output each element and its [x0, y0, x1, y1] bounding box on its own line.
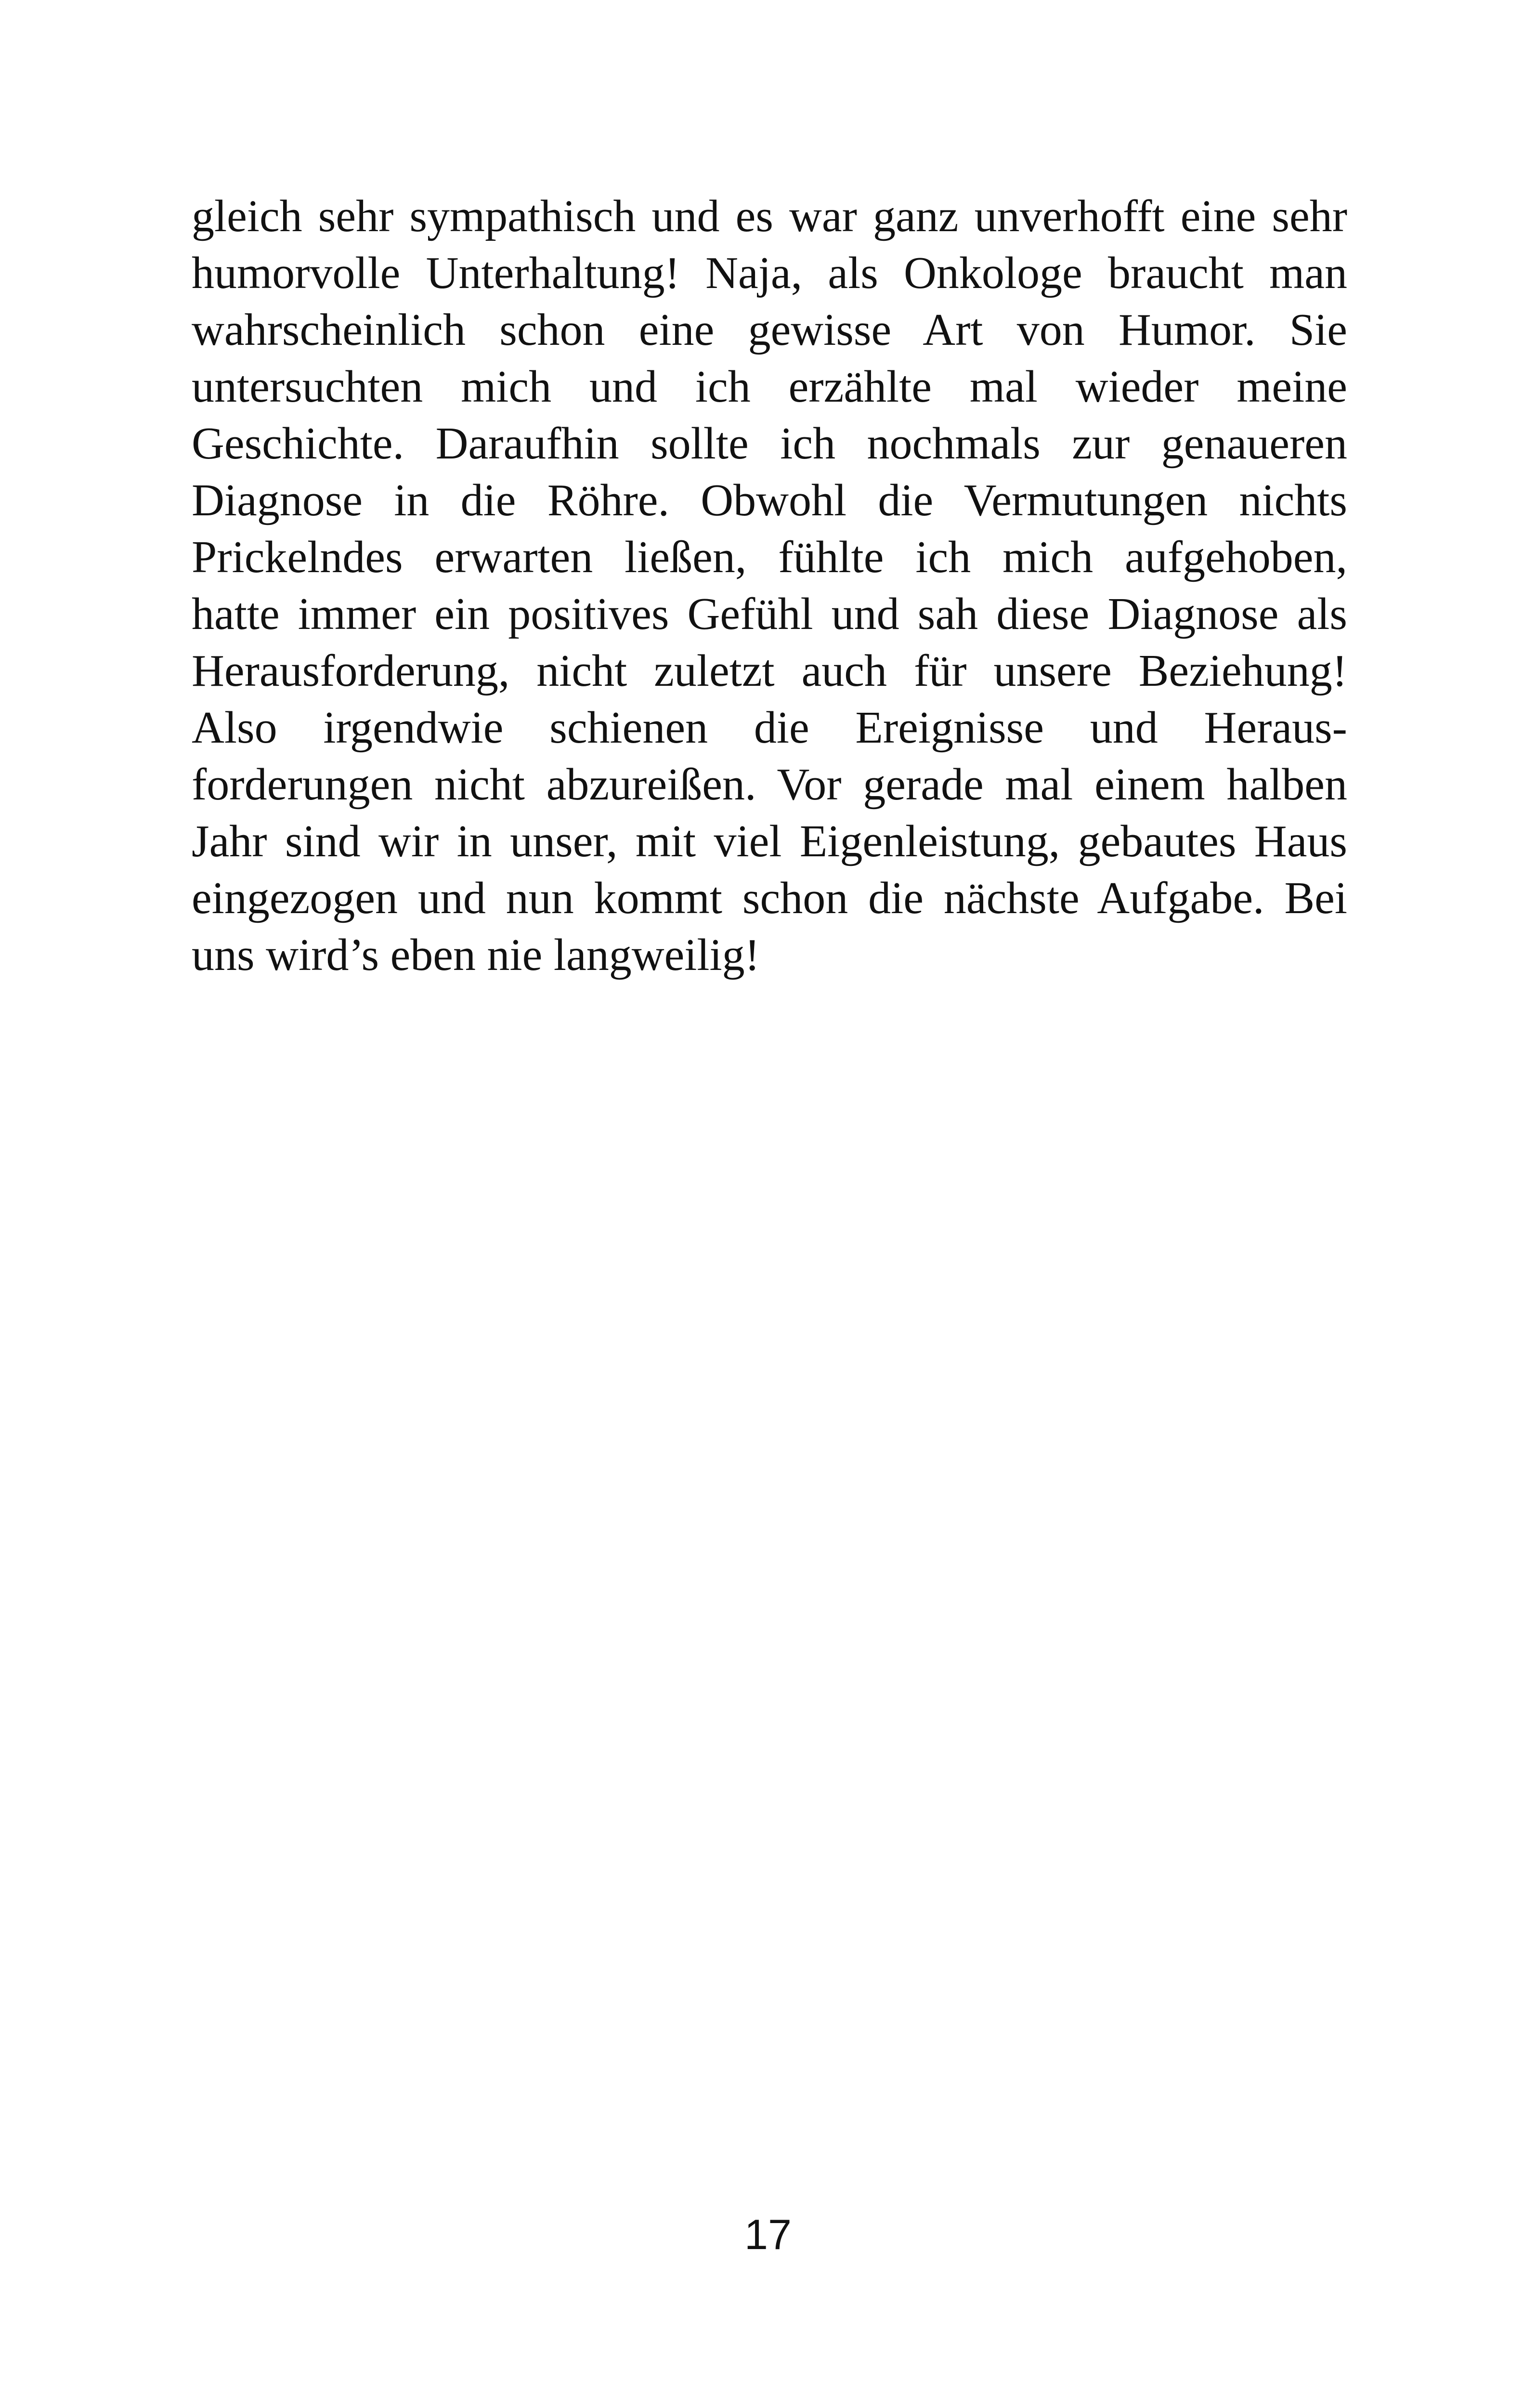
text-line: eingezogen und nun kommt schon die nächste Aufgabe. Bei — [192, 873, 1347, 923]
text-line: untersuchten mich und ich erzählte mal wieder meine — [192, 362, 1347, 412]
text-line: Herausforderung, nicht zuletzt auch für unsere Beziehung! — [192, 646, 1347, 696]
text-line: Also irgendwie schienen die Ereignisse und Heraus- — [192, 703, 1347, 753]
text-line: wahrscheinlich schon eine gewisse Art von Humor. Sie — [192, 305, 1347, 355]
text-line-last: uns wird’s eben nie langweilig! — [192, 930, 760, 980]
text-line: hatte immer ein positives Gefühl und sah diese Diagnose als — [192, 589, 1347, 639]
body-text — [192, 188, 1347, 983]
text-line: gleich sehr sympathisch und es war ganz unverhofft eine sehr — [192, 191, 1347, 241]
text-line: Prickelndes erwarten ließen, fühlte ich mich aufgehoben, — [192, 532, 1347, 582]
text-line: Geschichte. Daraufhin sollte ich nochmals zur genaueren — [192, 419, 1347, 469]
text-line: forderungen nicht abzureißen. Vor gerade mal einem halben — [192, 759, 1347, 810]
text-line: Diagnose in die Röhre. Obwohl die Vermutungen nichts — [192, 475, 1347, 525]
page-number: 17 — [744, 2211, 792, 2258]
text-line: humorvolle Unterhaltung! Naja, als Onkologe braucht man — [192, 248, 1347, 298]
text-line: Jahr sind wir in unser, mit viel Eigenleistung, gebautes Haus — [192, 816, 1347, 866]
